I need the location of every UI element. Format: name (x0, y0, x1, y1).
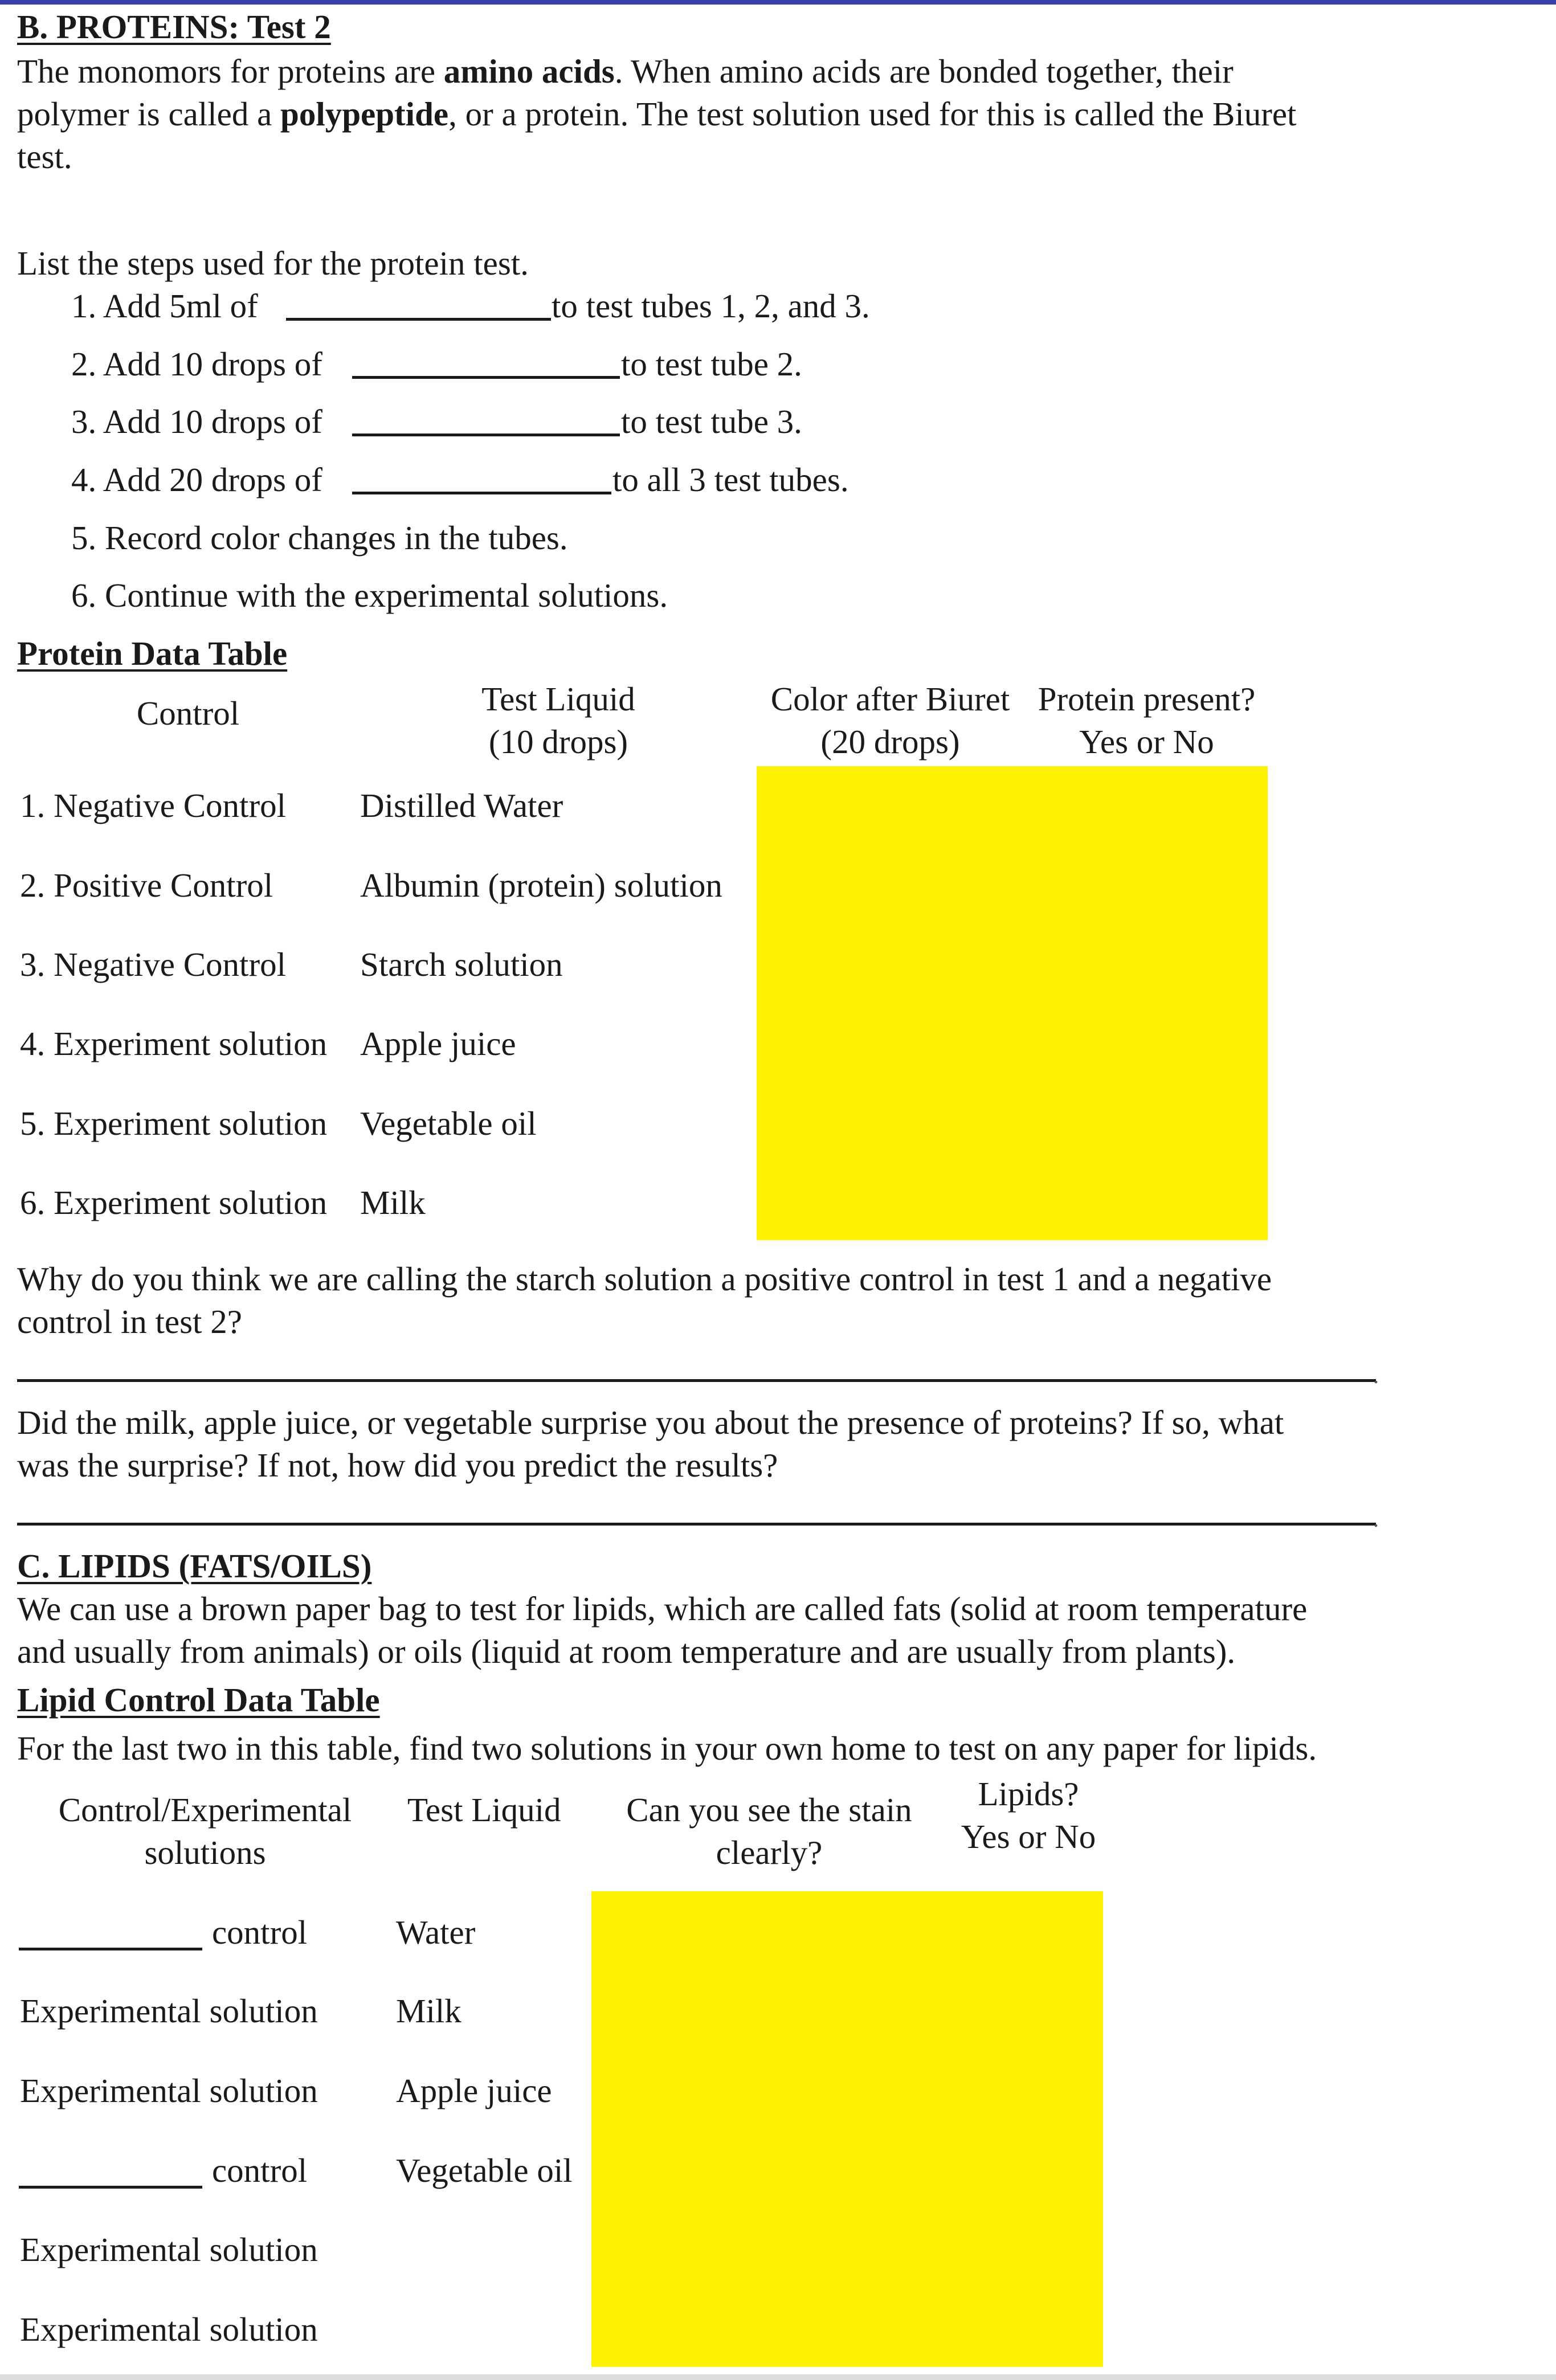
lipid-row-2-label: Experimental solution (20, 1992, 318, 2030)
lipid-row-4-label: control (212, 2152, 308, 2189)
question-1-line-2: control in test 2? (17, 1303, 242, 1340)
step-5: 5. Record color changes in the tubes. (71, 519, 568, 557)
lipid-table-instruction: For the last two in this table, find two solutions in your own home to test on any paper for lipids. (17, 1729, 1317, 1767)
question-1-answer-mark: . (1373, 1363, 1379, 1388)
step-2-suffix: to test tube 2. (621, 345, 802, 383)
protein-table-title: Protein Data Table (17, 635, 288, 672)
step-1-prefix: 1. Add 5ml of (71, 287, 258, 325)
amino-acids-term: amino acids (443, 52, 615, 90)
protein-row-6-liquid: Milk (360, 1184, 426, 1221)
question-1-line-1: Why do you think we are calling the starch solution a positive control in test 1 and a negative (17, 1260, 1272, 1298)
step-2-prefix: 2. Add 10 drops of (71, 345, 322, 383)
intro-line-2: polymer is called a polypeptide, or a protein. The test solution used for this is called the Biuret (17, 95, 1297, 133)
protein-row-4-liquid: Apple juice (360, 1025, 516, 1062)
step-1-blank[interactable] (286, 318, 551, 321)
step-3-suffix: to test tube 3. (621, 403, 802, 440)
lipid-row-1-liquid: Water (396, 1913, 476, 1951)
lipid-col-control-exp: Control/Experimental (58, 1791, 352, 1829)
lipid-col-lipids-sub: Yes or No (961, 1818, 1096, 1855)
protein-row-5-control: 5. Experiment solution (20, 1105, 328, 1142)
question-2-line-1: Did the milk, apple juice, or vegetable surprise you about the presence of proteins? If so, what (17, 1404, 1284, 1441)
lipid-col-test-liquid: Test Liquid (407, 1791, 561, 1829)
question-2-line-2: was the surprise? If not, how did you predict the results? (17, 1446, 778, 1484)
protein-answer-highlight[interactable] (757, 766, 1268, 1240)
lipid-row-6-label: Experimental solution (20, 2311, 318, 2348)
protein-row-1-control: 1. Negative Control (20, 787, 286, 824)
bottom-border (0, 2374, 1556, 2380)
lipid-answer-highlight[interactable] (591, 1891, 1103, 2367)
protein-col-control: Control (136, 694, 240, 732)
lipid-col-control-exp-sub: solutions (144, 1834, 266, 1871)
lipid-row-1-label: control (212, 1913, 308, 1951)
step-4-suffix: to all 3 test tubes. (612, 461, 849, 498)
protein-col-present-sub: Yes or No (1079, 723, 1214, 760)
lipid-row-1-blank[interactable] (19, 1948, 202, 1950)
lipid-row-4-liquid: Vegetable oil (396, 2152, 573, 2189)
top-border (0, 0, 1556, 5)
section-c-intro-2: and usually from animals) or oils (liquid at room temperature and are usually from plants). (17, 1633, 1236, 1670)
intro-line-3: test. (17, 138, 72, 175)
step-3-prefix: 3. Add 10 drops of (71, 403, 322, 440)
protein-row-4-control: 4. Experiment solution (20, 1025, 328, 1062)
question-1-answer-line[interactable] (17, 1379, 1376, 1382)
protein-col-present: Protein present? (1038, 680, 1256, 718)
step-4-prefix: 4. Add 20 drops of (71, 461, 322, 498)
polypeptide-term: polypeptide (280, 95, 449, 133)
protein-row-2-liquid: Albumin (protein) solution (360, 866, 722, 904)
lipid-table-title: Lipid Control Data Table (17, 1681, 380, 1719)
question-2-answer-line[interactable] (17, 1523, 1376, 1526)
step-2-blank[interactable] (352, 376, 620, 379)
protein-row-2-control: 2. Positive Control (20, 866, 273, 904)
step-3-blank[interactable] (352, 434, 620, 436)
intro-line-1: The monomors for proteins are amino acids. When amino acids are bonded together, their (17, 52, 1234, 90)
protein-row-3-control: 3. Negative Control (20, 946, 286, 983)
lipid-col-lipids: Lipids? (978, 1775, 1079, 1813)
lipid-row-3-liquid: Apple juice (396, 2072, 552, 2109)
protein-row-6-control: 6. Experiment solution (20, 1184, 328, 1221)
step-4-blank[interactable] (352, 492, 611, 494)
section-b-heading: B. PROTEINS: Test 2 (17, 8, 331, 46)
section-c-heading: C. LIPIDS (FATS/OILS) (17, 1547, 372, 1585)
step-6: 6. Continue with the experimental solutions. (71, 576, 668, 614)
section-c-intro-1: We can use a brown paper bag to test for lipids, which are called fats (solid at room temperature (17, 1590, 1308, 1627)
protein-row-5-liquid: Vegetable oil (360, 1105, 537, 1142)
question-2-answer-mark: . (1373, 1506, 1379, 1532)
protein-col-color: Color after Biuret (770, 680, 1010, 718)
lipid-col-stain-sub: clearly? (716, 1834, 823, 1871)
lipid-row-3-label: Experimental solution (20, 2072, 318, 2109)
protein-col-color-sub: (20 drops) (820, 723, 960, 760)
protein-row-1-liquid: Distilled Water (360, 787, 563, 824)
lipid-row-4-blank[interactable] (19, 2186, 202, 2189)
protein-col-test-liquid: Test Liquid (481, 680, 635, 718)
step-1-suffix: to test tubes 1, 2, and 3. (552, 287, 870, 325)
lipid-row-2-liquid: Milk (396, 1992, 462, 2030)
steps-intro: List the steps used for the protein test. (17, 244, 529, 282)
protein-row-3-liquid: Starch solution (360, 946, 563, 983)
protein-col-test-liquid-sub: (10 drops) (488, 723, 628, 760)
lipid-row-5-label: Experimental solution (20, 2231, 318, 2268)
lipid-col-stain: Can you see the stain (626, 1791, 912, 1829)
